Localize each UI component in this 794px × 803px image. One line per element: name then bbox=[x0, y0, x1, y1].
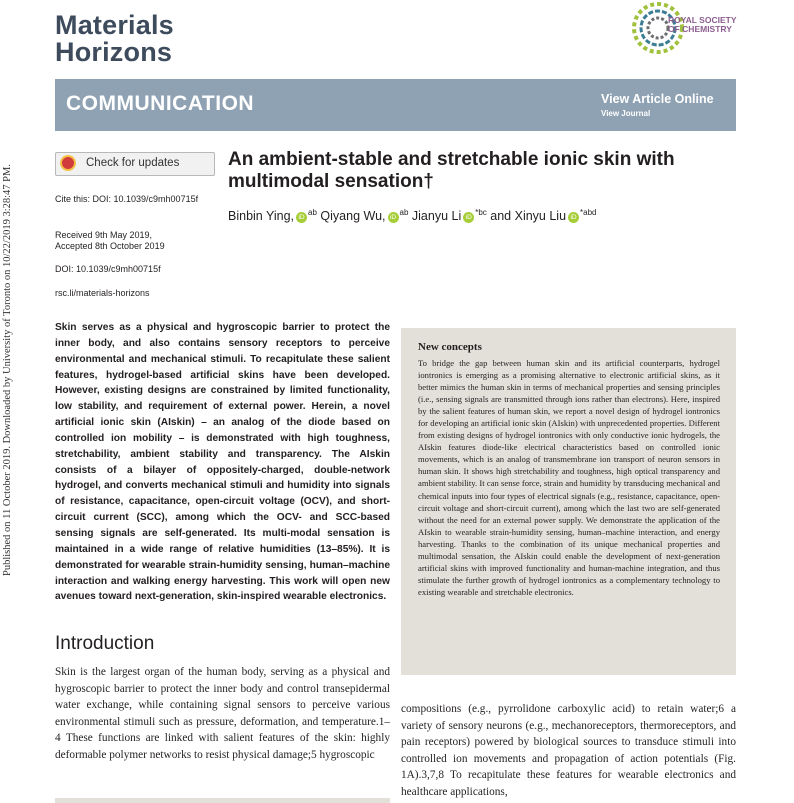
received-date: Received 9th May 2019, bbox=[55, 230, 153, 240]
orcid-icon[interactable]: iD bbox=[568, 212, 579, 223]
introduction-text-right: compositions (e.g., pyrrolidone carboxylic acid) to retain water;6 a variety of sensory neurons (e.g., mechanoreceptors, thermoreceptors, and pain receptors) powered by biological sources to transduce stimuli into controlled ion movements and propagation of action potentials (Fig. 1A).3,7,8 To recapitulate these features for wearable electronics and healthcare applications, bbox=[401, 703, 736, 798]
cite-this: Cite this: DOI: 10.1039/c9mh00715f bbox=[55, 194, 199, 204]
journal-title-line2: Horizons bbox=[55, 37, 173, 67]
new-concepts-text: To bridge the gap between human skin and its artificial counterparts, hydrogel iontronics is emerging as a promising alternative to electronic artificial skins, as it better mimics the human skin in terms of mechanical properties and sensing principles (i.e., sensing signals are transmitted through ions rather than electrons). Here, inspired by the salient features of human skin, we report a novel design of hydrogel iontronics for developing an artificial ionic skin (AIskin) with unprecedented properties. Different from existing designs of hydrogel iontronics with only conductive ionic hydrogels, the AIskin features diode-like electrical characteristics based on controlled ionic movements, which is an analog of transmembrane ion transport of neuron sensors in human skin. It shows high stretchability and toughness, high optical transparency and ambient stability. It can sense force, strain and humidity by transducing mechanical and chemical inputs into four types of electrical signals (e.g., resistance, capacitance, open-circuit voltage and short-circuit current), among which the last two are self-generated without the need for an external power supply. We demonstrate the application of the AIskin to wearable strain-humidity sensing, human–machine interaction, and energy harvesting. Thanks to the combination of its unique mechanical properties and multimodal sensation, the AIskin could enable the development of next-generation artificial skins with improved functionality and human-machine integration, and thus stimulate the further growth of hydrogel iontronics as a complementary technology to existing wearable and stretchable electronics. bbox=[418, 358, 720, 597]
doi[interactable]: DOI: 10.1039/c9mh00715f bbox=[55, 264, 161, 274]
accepted-date: Accepted 8th October 2019 bbox=[55, 241, 165, 251]
article-dates bbox=[55, 230, 165, 252]
author-name: Qiyang Wu, bbox=[320, 209, 386, 223]
author-affiliation: *bc bbox=[475, 208, 487, 217]
new-concepts-heading: New concepts bbox=[418, 341, 482, 353]
author-name: and Xinyu Liu bbox=[490, 209, 567, 223]
abstract: Skin serves as a physical and hygroscopic barrier to protect the inner body, and also contains sensory receptors to perceive environmental and mechanical stimuli. To recapitulate these salient features, hydrogel-based artificial skins have been developed. However, existing designs are constrained by limited functionality, low stability, and requirement of external power. Herein, a novel artificial ionic skin (AIskin) – an analog of the diode based on controlled ion mobility – is demonstrated with high toughness, stretchability, ambient stability and transparency. The AIskin consists of a bilayer of oppositely-charged, double-network hydrogel, and converts mechanical stimuli and humidity into signals of resistance, capacitance, open-circuit voltage (OCV), and short-circuit current (SCC), among which the OCV- and SCC-based sensing signals are self-generated. Its multi-modal sensation is maintained in a wide range of relative humidities (13–85%). It is demonstrated for wearable strain-humidity sensing, human–machine interaction and walking energy harvesting. This work will open new avenues toward next-generation, skin-inspired wearable electronics. bbox=[55, 322, 390, 603]
author-list bbox=[228, 208, 597, 223]
crossmark-icon bbox=[60, 155, 76, 171]
article-title: An ambient-stable and stretchable ionic skin with multimodal sensation† bbox=[228, 149, 675, 192]
footnote-box bbox=[55, 798, 390, 803]
journal-link[interactable]: rsc.li/materials-horizons bbox=[55, 288, 150, 298]
introduction-text-left: Skin is the largest organ of the human body, serving as a physical and hygroscopic barrier to protect the inner body and control transepidermal water exchange, while containing signal sensors to perceive various environmental stimuli such as pressure, deformation, and temperature.1–4 These functions are linked with salient features of the skin: highly deformable polymer networks to resist physical damage;5 hygroscopic bbox=[55, 666, 390, 761]
journal-title[interactable] bbox=[55, 12, 174, 66]
publisher-line1: ROYAL SOCIETY bbox=[668, 15, 737, 25]
publisher-name bbox=[668, 16, 737, 34]
publication-note: Published on 11 October 2019. Downloaded by University of Toronto on 10/22/2019 3:28:47 PM. bbox=[2, 164, 13, 576]
section-heading-introduction: Introduction bbox=[55, 633, 155, 654]
orcid-icon[interactable]: iD bbox=[463, 212, 474, 223]
publisher-line2: OF CHEMISTRY bbox=[668, 24, 732, 34]
author-affiliation: *abd bbox=[580, 208, 597, 217]
check-for-updates-label: Check for updates bbox=[86, 157, 180, 169]
orcid-icon[interactable]: iD bbox=[296, 212, 307, 223]
view-journal-link[interactable]: View Journal bbox=[601, 109, 651, 118]
author-name: Binbin Ying, bbox=[228, 209, 295, 223]
orcid-icon[interactable]: iD bbox=[388, 212, 399, 223]
view-article-online-link[interactable]: View Article Online bbox=[601, 92, 714, 106]
article-type-label: COMMUNICATION bbox=[66, 92, 255, 115]
author-name: Jianyu Li bbox=[411, 209, 462, 223]
journal-title-line1: Materials bbox=[55, 10, 174, 40]
author-affiliation: ab bbox=[308, 208, 317, 217]
author-affiliation: ab bbox=[399, 208, 409, 217]
